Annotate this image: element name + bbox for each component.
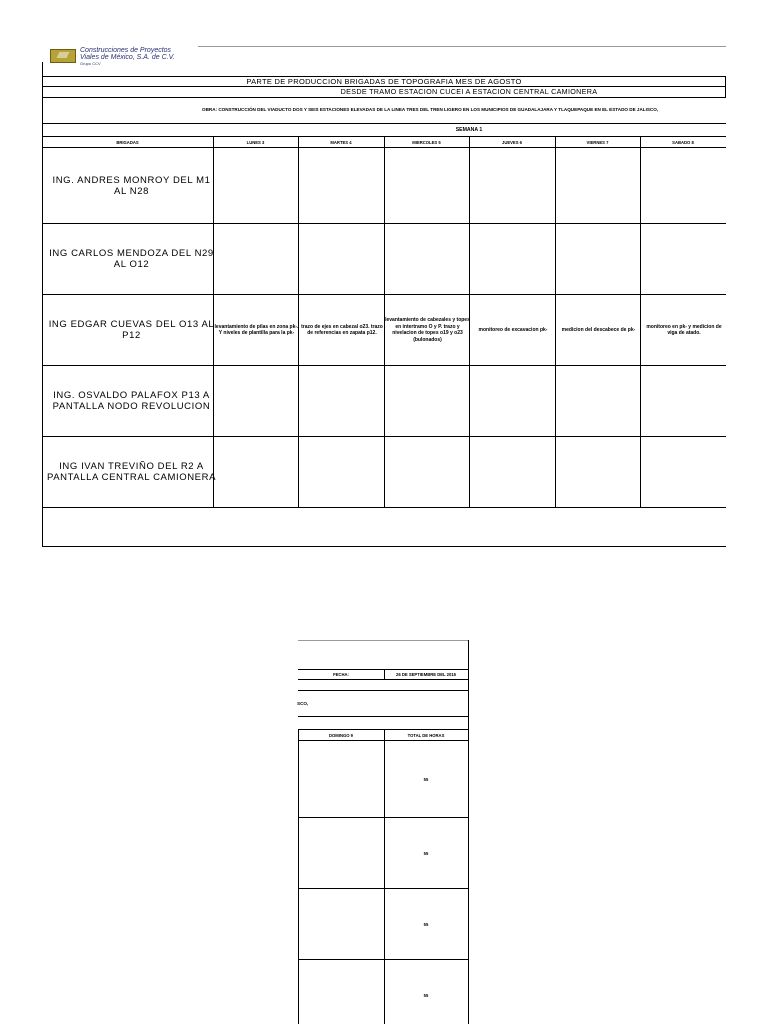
brigada-name: ING. OSVALDO PALAFOX P13 A PANTALLA NODO REVOLUCION [52,390,211,412]
total-horas-value: 55 [423,992,429,998]
activity-cell-martes: trazo de ejes en cabezal o23. trazo de referencias en zapata p12. [301,323,383,336]
company-logo [50,47,200,66]
week-label: SEMANA 1 [455,127,483,133]
rule [298,690,468,691]
brigada-name: ING IVAN TREVIÑO DEL R2 A PANTALLA CENTRAL CAMIONERA [46,461,217,483]
company-logo-icon [50,49,76,63]
header-miercoles: MIERCOLES 5 [412,139,441,145]
brigada-name: ING EDGAR CUEVAS DEL O13 AL P12 [48,319,215,341]
obra-description: OBRA: CONSTRUCCIÓN DEL VIADUCTO DOS Y SEIS ESTACIONES ELEVADAS DE LA LINEA TRES DEL TREN LIGERO EN LOS MUNICIPIOS DE GUADALAJARA Y TLAQUEPAQUE EN EL ESTADO DE JALISCO, [202,107,659,112]
activity-cell-viernes: medicion del descabece de pk- [561,326,636,333]
activity-cell-miercoles: levantamiento de cabezales y topes en intertramo O y P. trazo y nivelacion de topes o19 y o23 (bulonados) [385,317,470,343]
header-viernes: VIERNES 7 [586,139,609,145]
company-name-line2: Viales de México, S.A. de C.V. [80,54,175,61]
brigada-name: ING. ANDRES MONROY DEL M1 AL N28 [52,174,211,197]
header-jueves: JUEVES 6 [501,139,523,145]
brigada-name: ING CARLOS MENDOZA DEL N29 AL O12 [49,248,214,270]
header-top-rule [198,46,726,47]
rule [298,716,468,717]
rule [298,679,468,680]
total-horas-value: 55 [423,776,429,782]
total-horas-value: 55 [423,921,429,927]
header-martes: MARTES 4 [330,139,352,145]
company-name-line1: Construcciones de Proyectos [80,47,172,54]
col-divider [298,729,299,1024]
company-name-line3: Grupo CCV [80,61,101,66]
obra-tail: SCO, [297,701,309,706]
header-lunes: LUNES 3 [246,139,265,145]
page2-right-border [468,640,469,1024]
total-horas-value: 55 [423,850,429,856]
rule [42,546,726,547]
header-sabado: SABADO 8 [672,139,694,145]
header-domingo: DOMINGO 9 [329,732,353,738]
activity-cell-lunes: levantamiento de pilas en zona pk-. Y niveles de plantilla para la pk- [214,323,299,336]
fecha-label: FECHA: [333,672,349,677]
header-brigadas: BRIGADAS [116,139,139,145]
rule [42,97,726,98]
header-total-horas: TOTAL DE HORAS [407,732,445,738]
rule [42,507,726,508]
activity-cell-jueves: monitoreo de excavacion pk- [478,326,548,333]
page2-top-rule [298,640,468,641]
activity-cell-sabado: monitoreo en pk- y medicion de viga de atado. [646,323,722,336]
report-title: PARTE DE PRODUCCION BRIGADAS DE TOPOGRAFIA MES DE AGOSTO [246,76,522,86]
fecha-value: 26 DE SEPTIEMBRE DEL 2015 [396,672,456,677]
report-subtitle: DESDE TRAMO ESTACION CUCEI A ESTACION CENTRAL CAMIONERA [340,87,598,96]
